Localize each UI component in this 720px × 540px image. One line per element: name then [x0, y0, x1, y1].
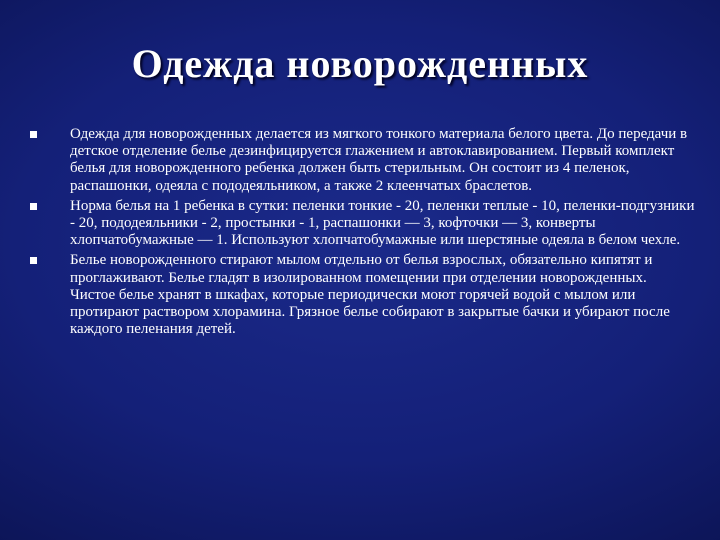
slide-title: Одежда новорожденных — [131, 41, 589, 86]
square-bullet-icon — [30, 131, 37, 138]
square-bullet-icon — [30, 203, 37, 210]
bullet-item — [30, 126, 695, 195]
bullet-item — [30, 198, 695, 250]
bullet-text: Одежда для новорожденных делается из мягкого тонкого материала белого цвета. До передачи в детское отделение белье дезинфицируется глажением и автоклавированием. Первый комплект белья для новорожденного ребенка должен быть стерильным. Он состоит из 4 пеленок, распашонки, одеяла с пододеяльником, а также 2 клеенчатых браслетов. — [70, 126, 688, 194]
bullet-item — [30, 252, 695, 338]
bullet-text: Белье новорожденного стирают мылом отдельно от белья взрослых, обязательно кипятят и проглаживают. Белье гладят в изолированном помещении при отделении новорожденных. Чистое белье хранят в шкафах, которые периодически моют горячей водой с мылом или протирают раствором хлорамина. Грязное белье собирают в закрытые бачки и убирают после каждого пеленания детей. — [70, 252, 670, 338]
square-bullet-icon — [30, 257, 37, 264]
bullet-list — [30, 126, 695, 341]
bullet-text: Норма белья на 1 ребенка в сутки: пеленки тонкие - 20, пеленки теплые - 10, пеленки-подгузники - 20, пододеяльники - 2, простынки - 1, распашонки — 3, кофточки — 3, конверты хлопчатобумажные — 1. Используют хлопчатобумажные или шерстяные одеяла в белом чехле. — [70, 197, 695, 249]
